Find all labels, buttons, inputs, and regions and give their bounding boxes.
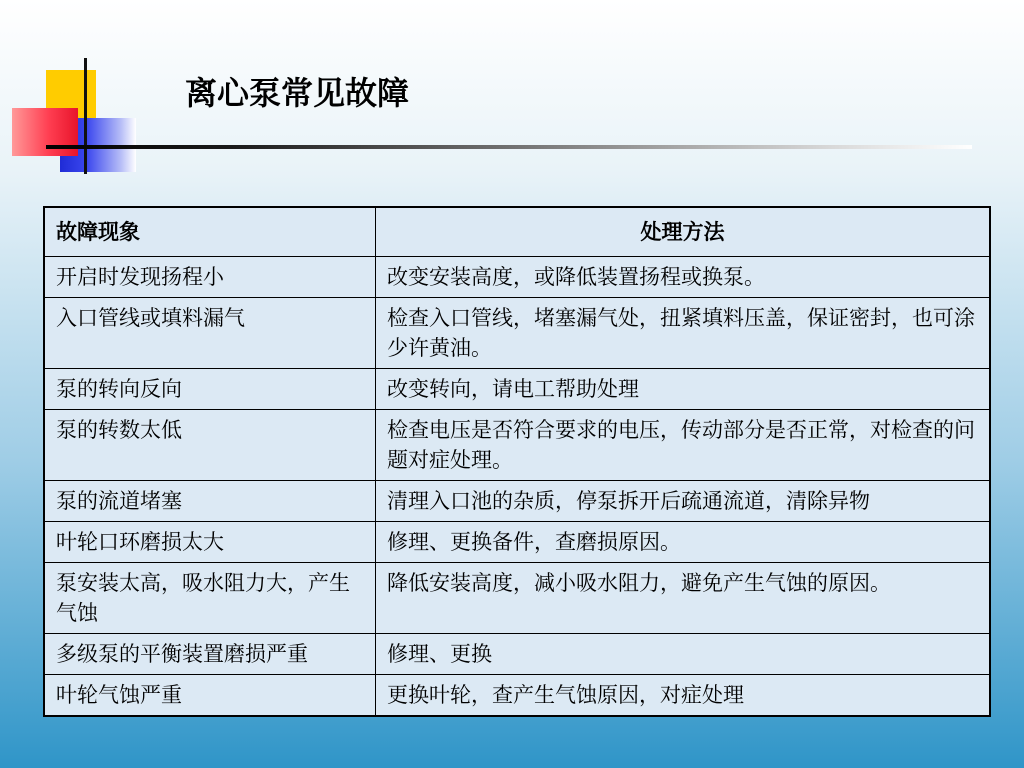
symptom-cell: 开启时发现扬程小 <box>44 257 376 298</box>
table-header-row <box>44 207 990 257</box>
table-row <box>44 257 990 298</box>
decorative-header-graphic <box>0 0 1024 190</box>
symptom-cell: 泵的转向反向 <box>44 369 376 410</box>
solution-cell: 检查电压是否符合要求的电压，传动部分是否正常，对检查的问题对症处理。 <box>376 410 991 481</box>
fault-table <box>43 206 991 717</box>
symptom-cell: 多级泵的平衡装置磨损严重 <box>44 634 376 675</box>
header-symptom: 故障现象 <box>44 207 376 257</box>
solution-cell: 修理、更换备件，查磨损原因。 <box>376 522 991 563</box>
solution-cell: 降低安装高度，减小吸水阻力，避免产生气蚀的原因。 <box>376 563 991 634</box>
vertical-line-decoration <box>84 58 87 174</box>
symptom-cell: 入口管线或填料漏气 <box>44 298 376 369</box>
solution-cell: 检查入口管线，堵塞漏气处，扭紧填料压盖，保证密封，也可涂少许黄油。 <box>376 298 991 369</box>
symptom-cell: 泵的转数太低 <box>44 410 376 481</box>
symptom-cell: 叶轮气蚀严重 <box>44 675 376 717</box>
table-row <box>44 369 990 410</box>
table-row <box>44 563 990 634</box>
symptom-cell: 泵安装太高，吸水阻力大，产生气蚀 <box>44 563 376 634</box>
solution-cell: 清理入口池的杂质，停泵拆开后疏通流道，清除异物 <box>376 481 991 522</box>
title-underline <box>46 145 972 149</box>
table-row <box>44 298 990 369</box>
solution-cell: 修理、更换 <box>376 634 991 675</box>
symptom-cell: 泵的流道堵塞 <box>44 481 376 522</box>
symptom-cell: 叶轮口环磨损太大 <box>44 522 376 563</box>
solution-cell: 更换叶轮，查产生气蚀原因，对症处理 <box>376 675 991 717</box>
solution-cell: 改变转向，请电工帮助处理 <box>376 369 991 410</box>
slide-title: 离心泵常见故障 <box>185 74 410 112</box>
header-solution: 处理方法 <box>376 207 991 257</box>
table-row <box>44 634 990 675</box>
table-row <box>44 410 990 481</box>
solution-cell: 改变安装高度，或降低装置扬程或换泵。 <box>376 257 991 298</box>
table-row <box>44 522 990 563</box>
table-row <box>44 481 990 522</box>
table-row <box>44 675 990 717</box>
